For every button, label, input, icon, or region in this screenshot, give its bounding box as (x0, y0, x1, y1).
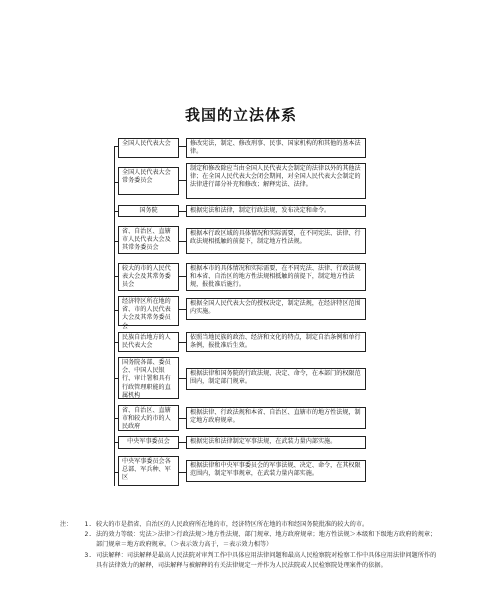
right-box-state-council (186, 205, 366, 217)
left-box-label: 经济特区所在地的省、市的人民代表大会及其常务委员会 (122, 298, 171, 330)
right-box-provincial-congress (186, 228, 366, 254)
footnotes (60, 520, 440, 571)
connector-line (179, 472, 186, 473)
left-box-label: 中央军事委员会各总部、军兵种、军区 (122, 458, 171, 482)
left-box-autonomous-congress (118, 332, 179, 352)
footnote-text: 司法解释：司法解释是最高人民法院对审判工作中具体应用法律问题和最高人民检察院对检察工作中具体应用法律问题所作的具有法律效力的解释，司法解释与被解释的有关法律规定一并作为人民法院或人民检察院处理案件的依据。 (96, 551, 437, 569)
left-box-npc (118, 138, 179, 158)
left-box-label: 全国人民代表大会 (122, 140, 171, 147)
right-box-larger-city-congress (186, 263, 366, 291)
connector-line (179, 309, 186, 310)
footnote-item (60, 520, 440, 530)
left-box-label: 中央军事委员会 (127, 438, 170, 446)
connector-line (179, 241, 186, 242)
right-box-npc (186, 138, 366, 158)
diagram-spine-line (114, 146, 115, 486)
diagram-title: 我国的立法体系 (184, 106, 297, 124)
right-box-text: 根据全国人民代表大会的授权决定，制定法规，在经济特区范围内实施。 (190, 300, 361, 316)
left-box-cmc-departments (118, 456, 179, 486)
right-box-text: 根据法律、行政法规和本省、自治区、直辖市的地方性法规，制定地方政府规章。 (190, 409, 361, 425)
left-box-larger-city-congress (118, 263, 179, 291)
right-box-text: 根据宪法和法律制定军事法规，在武装力量内部实施。 (190, 438, 337, 445)
left-box-label: 全国人民代表大会常务委员会 (122, 169, 171, 185)
left-box-provincial-congress (118, 226, 179, 254)
left-box-label: 国务院各部、委员会、中国人民银行、审计署和具有行政管理职能的直属机构 (122, 359, 171, 399)
right-box-ministries (186, 368, 366, 390)
footnote-number: 3. (84, 551, 92, 559)
right-box-sez-congress (186, 298, 366, 320)
left-box-local-government (118, 405, 179, 431)
right-box-text: 修改宪法，制定、修改刑事、民事、国家机构的和其他的基本法律。 (190, 140, 361, 156)
connector-line (179, 180, 186, 181)
right-box-cmc (186, 436, 366, 449)
connector-line (179, 146, 186, 147)
footnote-number: 2. (84, 531, 92, 539)
right-box-text: 根据本行政区域的具体情况和实际需要，在不同宪法、法律、行政法规相抵触的前提下，制定地方性法规。 (190, 230, 361, 246)
right-box-text: 依照当地民族的政治、经济和文化的特点，制定自治条例和单行条例，报批准后生效。 (190, 334, 361, 350)
connector-line (179, 442, 186, 443)
left-box-label: 民族自治地方的人民代表大会 (122, 334, 171, 350)
left-box-state-council (118, 205, 179, 217)
right-box-cmc-departments (186, 460, 366, 482)
right-box-text: 制定和修改除应当由全国人民代表大会制定的法律以外的其他法律；在全国人民代表大会闭会期间，对全国人民代表大会制定的法律进行部分补充和修改；解释宪法、法律。 (190, 165, 361, 189)
connector-line (179, 378, 186, 379)
left-box-npc-standing (118, 167, 179, 195)
right-box-text: 根据法律和国务院的行政法规、决定、命令，在本部门的权限范围内，制定部门规章。 (190, 370, 361, 386)
footnote-item (60, 530, 440, 550)
left-box-label: 国务院 (139, 206, 158, 214)
left-box-label: 省、自治区、直辖市和较大的市的人民政府 (122, 407, 171, 431)
connector-line (179, 211, 186, 212)
footnote-text: 较大的市是指省、自治区的人民政府所在地的市，经济特区所在地的市和经国务院批准的较大的市。 (96, 521, 369, 528)
left-box-ministries (118, 357, 179, 399)
left-box-sez-congress (118, 296, 179, 330)
right-box-text: 根据宪法和法律，制定行政法规，发布决定和命令。 (190, 207, 331, 214)
footnote-label: 注： (60, 521, 73, 528)
right-box-text: 根据本市的具体情况和实际需要，在不同宪法、法律、行政法规和本省、自治区的地方性法规相抵触的前提下，制定地方性法规，报批准后施行。 (190, 265, 361, 289)
right-box-autonomous-congress (186, 332, 366, 352)
footnote-item (60, 551, 440, 571)
right-box-text: 根据法律和中央军事委员会的军事法规、决定、命令，在其权限范围内，制定军事规章，在武装力量内部实施。 (190, 462, 361, 478)
footnote-text: 法的效力等级：宪法＞法律＞行政法规＞地方性法规、部门规章、地方政府规章；地方性法规＞本级和下级地方政府的规章；部门规章＝地方政府规章。（＞表示效力高于，＝表示效力相等） (96, 531, 437, 549)
left-box-label: 较大的市的人民代表大会及其常务委员会 (122, 265, 171, 289)
connector-line (179, 276, 186, 277)
left-box-cmc (118, 436, 179, 449)
footnote-number: 1. (84, 521, 92, 528)
right-box-npc-standing (186, 163, 366, 199)
connector-line (179, 342, 186, 343)
right-box-local-government (186, 407, 366, 429)
left-box-label: 省、自治区、直辖市人民代表大会及其常务委员会 (122, 228, 171, 252)
connector-line (179, 418, 186, 419)
